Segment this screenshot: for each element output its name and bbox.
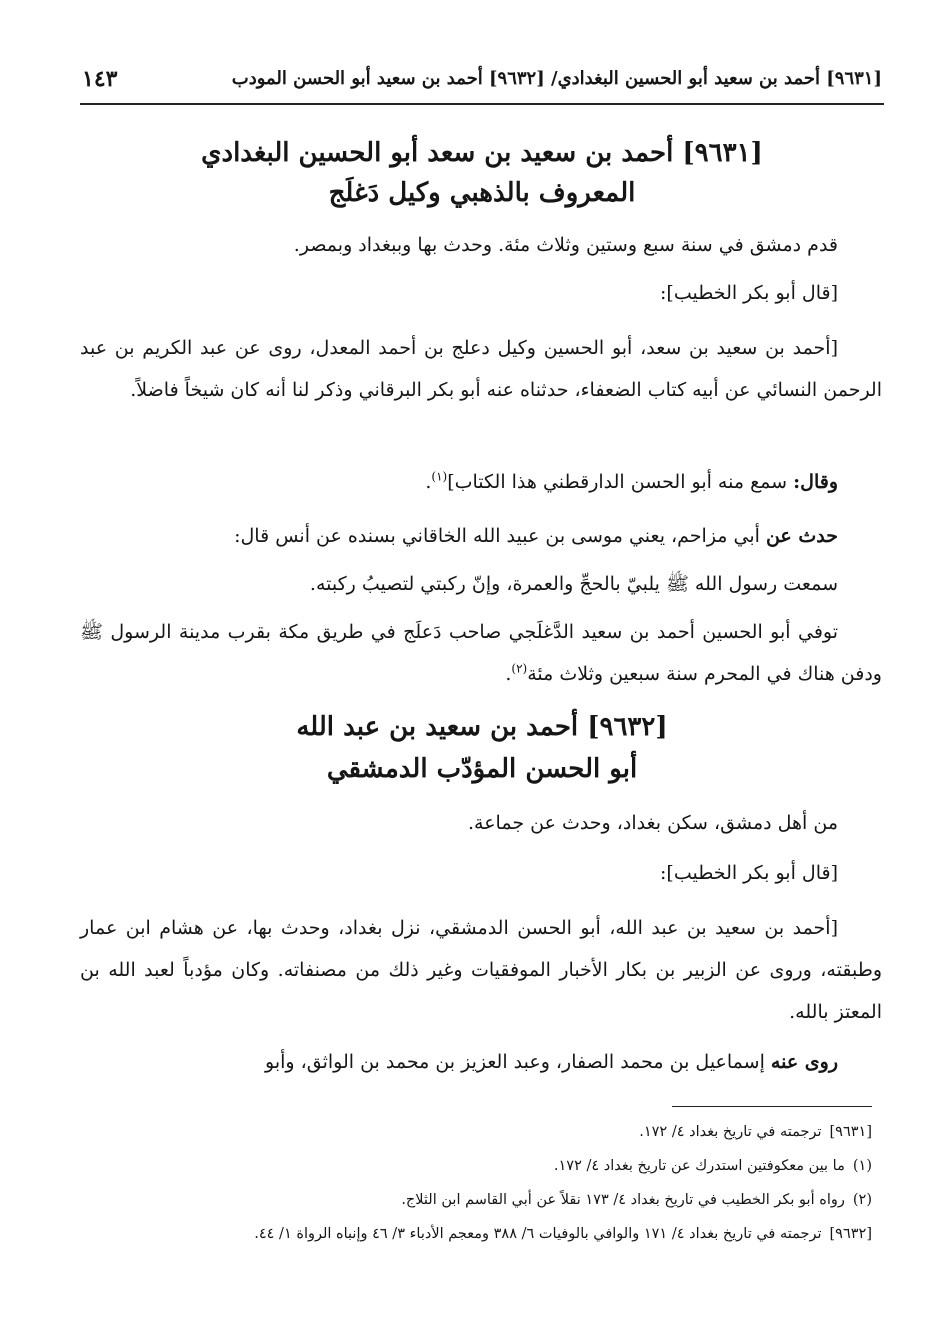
footnote-rule [672,1106,872,1107]
entry-9632-title-line2: أبو الحسن المؤدّب الدمشقي [326,754,638,784]
footnote-text: رواه أبو بكر الخطيب في تاريخ بغداد ٤/ ١٧٣ نقلاً عن أبي القاسم ابن الثلاج. [401,1192,845,1208]
footnote-mark: [٩٦٣١] [829,1124,872,1140]
para-7-end: . [505,663,512,685]
footnote-text: ما بين معكوفتين استدرك عن تاريخ بغداد ٤/ ١٧٢. [553,1158,845,1174]
entry-9631-para-3: [أحمد بن سعيد بن سعد، أبو الحسين وكيل دعلج بن أحمد المعدل، روى عن عبد الكريم بن عبد الرحمن النسائي عن أبيه كتاب الضعفاء، حدثناه عنه أبو بكر البرقاني وذكر لنا أنه كان شيخاً فاضلاً. [80,337,882,401]
entry-9632-para-4 [80,1041,882,1083]
para-4-lead: وقال: [793,471,838,493]
footnote-mark: (١) [852,1158,872,1174]
entry-9632-para-1: من أهل دمشق، سكن بغداد، وحدث عن جماعة. [467,812,838,834]
para-5-text: أبي مزاحم، يعني موسى بن عبيد الله الخاقاني بسنده عن أنس قال: [234,525,766,547]
entry-9631-para-6: سمعت رسول الله ﷺ يلبيّ بالحجِّ والعمرة، وإنّ ركبتي لتصيبُ ركبته. [309,573,838,595]
footnote-ref-2: (٢) [511,661,528,676]
footnote-ref-1: (١) [431,469,448,484]
footnote-9631 [80,1122,872,1142]
para-4-lead: روى عنه [770,1051,838,1073]
para-7-text: توفي أبو الحسين أحمد بن سعيد الدَّغلَجي صاحب دَعلَج في طريق مكة بقرب مدينة الرسول ﷺ ودفن هناك في المحرم سنة سبعين وثلاث مئة [80,621,882,685]
header-rule [80,103,884,105]
para-4-text: إسماعيل بن محمد الصفار، وعبد العزيز بن محمد بن الواثق، وأبو [265,1051,771,1073]
page-header [82,66,882,96]
footnote-text: ترجمته في تاريخ بغداد ٤/ ١٧١ والوافي بالوفيات ٦/ ٣٨٨ ومعجم الأدباء ٣/ ٤٦ وإنباه الرواة ١/ ٤٤. [254,1226,822,1242]
footnote-mark: (٢) [852,1192,872,1208]
running-title: [٩٦٣١] أحمد بن سعيد أبو الحسين البغدادي/ [٩٦٣٢] أحمد بن سعيد أبو الحسن المودب [231,68,882,89]
entry-9632-para-2: [قال أبو بكر الخطيب]: [660,862,838,884]
footnote-2 [80,1190,872,1210]
entry-9631-title-line1: [٩٦٣١] أحمد بن سعيد بن سعد أبو الحسين البغدادي [201,138,763,168]
entry-9632-title-line1: [٩٦٣٢] أحمد بن سعيد بن عبد الله [296,712,668,742]
entry-9632-para-3: [أحمد بن سعيد بن عبد الله، أبو الحسن الدمشقي، نزل بغداد، وحدث بها، عن هشام ابن عمار وطبقته، وروى عن الزبير بن بكار الأخبار الموفقيات وغير ذلك من مصنفاته. وكان مؤدباً لعبد الله بن المعتز بالله. [80,917,882,1023]
entry-9631-title-line2: المعروف بالذهبي وكيل دَغلَج [328,178,636,208]
footnote-mark: [٩٦٣٢] [829,1226,872,1242]
entry-9631-para-2: [قال أبو بكر الخطيب]: [660,282,838,304]
footnote-text: ترجمته في تاريخ بغداد ٤/ ١٧٢. [639,1124,822,1140]
entry-9631-para-1: قدم دمشق في سنة سبع وستين وثلاث مئة. وحدث بها وببغداد وبمصر. [293,234,838,256]
footnote-1 [80,1156,872,1176]
entry-9631-para-4 [80,461,882,503]
entry-9631-para-5 [80,515,882,557]
footnote-9632 [80,1224,872,1244]
para-4-end: . [425,471,432,493]
entry-9631-para-7 [80,611,882,695]
page-number: ١٤٣ [82,66,118,92]
para-5-lead: حدث عن [765,525,838,547]
para-4-text: سمع منه أبو الحسن الدارقطني هذا الكتاب] [447,471,794,493]
